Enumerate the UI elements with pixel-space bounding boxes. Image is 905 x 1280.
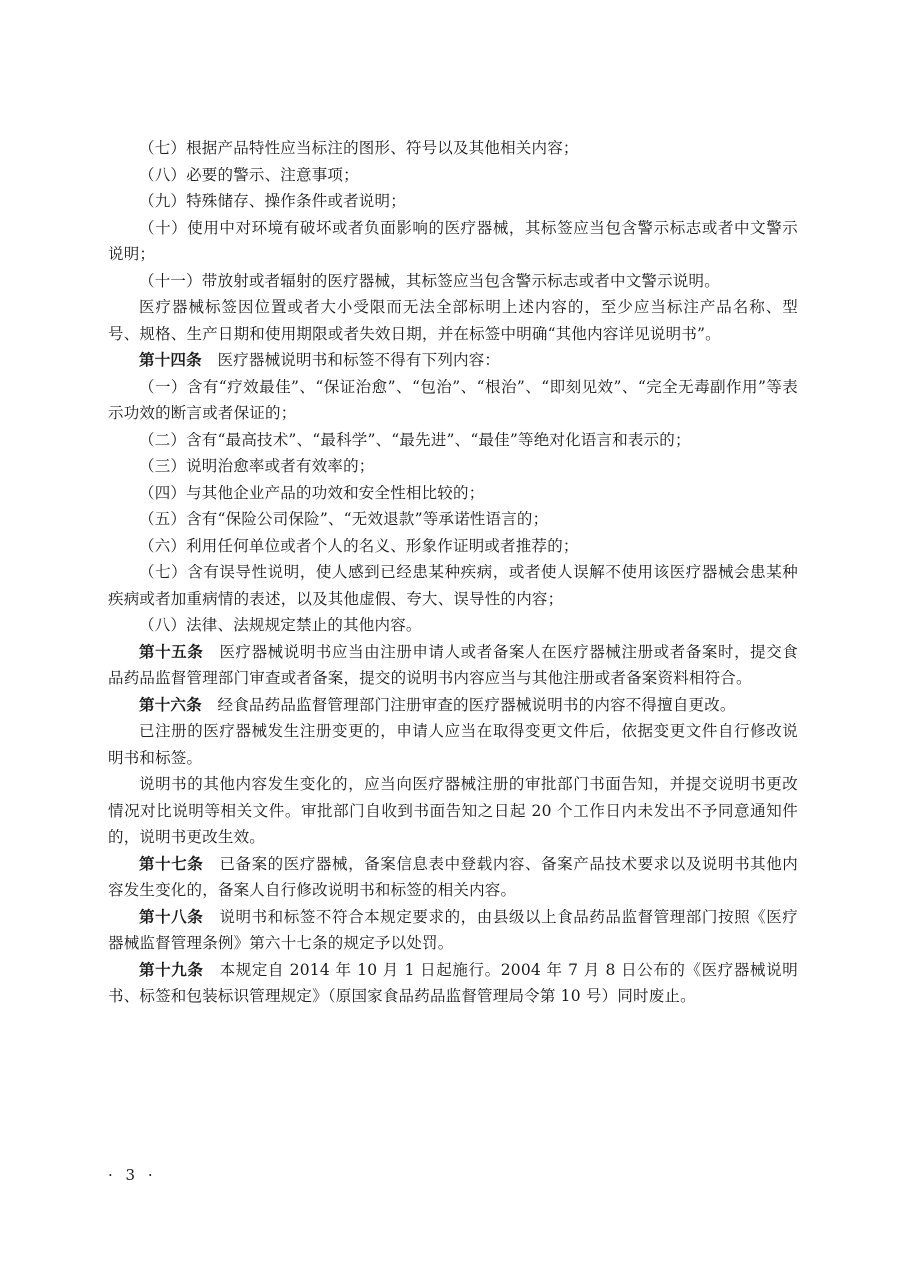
paragraph-text: 医疗器械标签因位置或者大小受限而无法全部标明上述内容的，至少应当标注产品名称、型号、规格、生产日期和使用期限或者失效日期，并在标签中明确“其他内容详见说明书”。 (108, 298, 798, 343)
paragraph (108, 506, 798, 533)
paragraph (108, 612, 798, 639)
paragraph-text: 经食品药品监督管理部门注册审查的医疗器械说明书的内容不得擅自更改。 (217, 695, 736, 714)
paragraph-text: （十）使用中对环境有破坏或者负面影响的医疗器械，其标签应当包含警示标志或者中文警示说明； (108, 218, 798, 263)
paragraph (108, 718, 798, 771)
paragraph-text: （七）含有误导性说明，使人感到已经患某种疾病，或者使人误解不使用该医疗器械会患某种疾病或者加重病情的表述，以及其他虚假、夸大、误导性的内容； (108, 563, 798, 608)
paragraph (108, 135, 798, 162)
article-18 (108, 904, 798, 957)
paragraph (108, 268, 798, 295)
article-label: 第十五条 (139, 641, 204, 661)
paragraph-text: 已备案的医疗器械，备案信息表中登载内容、备案产品技术要求以及说明书其他内容发生变化的，备案人自行修改说明书和标签的相关内容。 (108, 854, 799, 899)
article-14 (108, 347, 798, 374)
document-body (108, 135, 798, 1010)
paragraph-text: 医疗器械说明书和标签不得有下列内容： (217, 351, 501, 369)
paragraph (108, 480, 798, 507)
article-16 (108, 692, 798, 719)
article-label: 第十七条 (139, 853, 204, 873)
article-label: 第十九条 (139, 959, 204, 979)
paragraph-text: 说明书和标签不符合本规定要求的，由县级以上食品药品监督管理部门按照《医疗器械监督管理条例》第六十七条的规定予以处罚。 (108, 907, 799, 952)
paragraph (108, 162, 798, 189)
page-number: · 3 · (108, 1166, 157, 1184)
article-label: 第十八条 (139, 906, 204, 926)
paragraph-text: （三）说明治愈率或者有效率的； (139, 457, 375, 475)
paragraph (108, 427, 798, 454)
paragraph (108, 374, 798, 427)
paragraph-text: 已注册的医疗器械发生注册变更的，申请人应当在取得变更文件后，依据变更文件自行修改说明书和标签。 (108, 722, 798, 767)
article-label: 第十六条 (139, 694, 202, 714)
paragraph-text: （六）利用任何单位或者个人的名义、形象作证明或者推荐的； (139, 536, 579, 555)
paragraph-text: （七）根据产品特性应当标注的图形、符号以及其他相关内容； (139, 139, 579, 157)
paragraph (108, 215, 798, 268)
paragraph-text: 说明书的其他内容发生变化的，应当向医疗器械注册的审批部门书面告知，并提交说明书更改情况对比说明等相关文件。审批部门自收到书面告知之日起 20 个工作日内未发出不予同意通知件的，说明书更改生效。 (108, 775, 798, 846)
paragraph-text: （五）含有“保险公司保险”、“无效退款”等承诺性语言的； (139, 510, 549, 528)
paragraph-text: （十一）带放射或者辐射的医疗器械，其标签应当包含警示标志或者中文警示说明。 (139, 271, 720, 290)
article-15 (108, 639, 798, 692)
paragraph-text: （一）含有“疗效最佳”、“保证治愈”、“包治”、“根治”、“即刻见效”、“完全无毒副作用”等表示功效的断言或者保证的； (108, 377, 798, 422)
paragraph (108, 771, 798, 851)
paragraph (108, 559, 798, 612)
paragraph-text: 医疗器械说明书应当由注册申请人或者备案人在医疗器械注册或者备案时，提交食品药品监督管理部门审查或者备案，提交的说明书内容应当与其他注册或者备案资料相符合。 (108, 642, 799, 687)
paragraph-text: （九）特殊储存、操作条件或者说明； (139, 192, 406, 210)
paragraph-text: （二）含有“最高技术”、“最科学”、“最先进”、“最佳”等绝对化语言和表示的； (139, 430, 691, 449)
paragraph-text: （四）与其他企业产品的功效和安全性相比较的； (139, 483, 485, 502)
paragraph-text: 本规定自 2014 年 10 月 1 日起施行。2004 年 7 月 8 日公布的《医疗器械说明书、标签和包装标识管理规定》（原国家食品药品监督管理局令第 10 号）同时废止。 (108, 960, 798, 1005)
paragraph (108, 453, 798, 480)
paragraph (108, 294, 798, 347)
paragraph (108, 533, 798, 560)
paragraph-text: （八）必要的警示、注意事项； (139, 165, 359, 184)
article-19 (108, 957, 798, 1010)
paragraph (108, 188, 798, 215)
article-label: 第十四条 (139, 350, 202, 369)
paragraph-text: （八）法律、法规规定禁止的其他内容。 (139, 616, 422, 634)
article-17 (108, 851, 798, 904)
